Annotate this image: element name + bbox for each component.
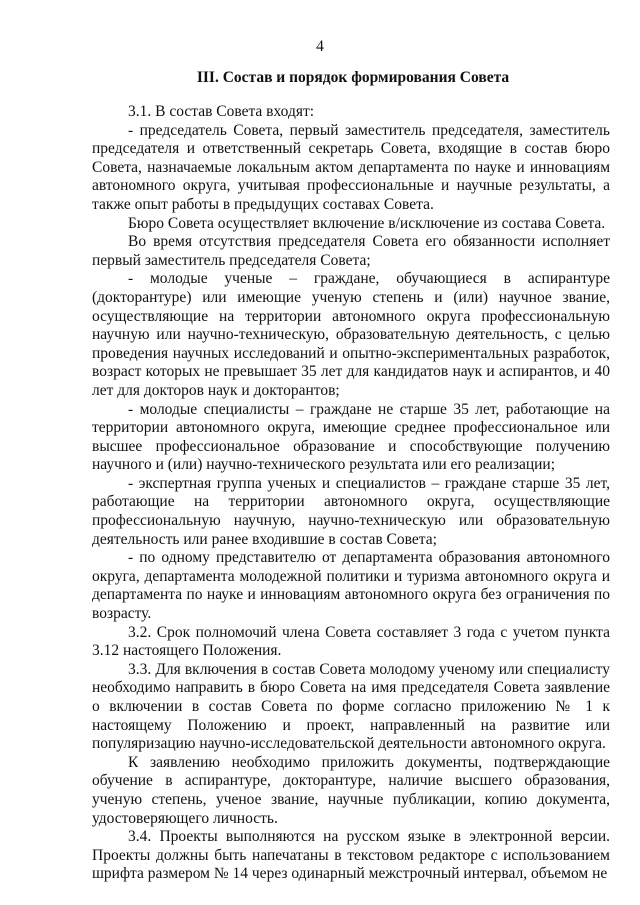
paragraph-bureau-rights: Бюро Совета осуществляет включение в/исключение из состава Совета.: [128, 214, 606, 232]
paragraph-young-specialists: - молодые специалисты – граждане не старше 35 лет, работающие на территории автономного округа, имеющие среднее профессиональное или высшее профессиональное образование и способствующие получению научного и (или) научно-технического результата или его реализации;: [92, 400, 610, 474]
paragraph-attachments: К заявлению необходимо приложить документы, подтверждающие обучение в аспирантуре, докторантуре, наличие высшего образования, ученую степень, ученое звание, научные публикации, копию документа, удостоверяющего личность.: [92, 753, 610, 827]
paragraph-3-4: 3.4. Проекты выполняются на русском языке в электронной версии. Проекты должны быть напечатаны в текстовом редакторе с использованием шрифта размером № 14 через одинарный межстрочный интервал, объемом не: [92, 828, 610, 883]
page-number: 4: [316, 38, 324, 55]
paragraph-3-3: 3.3. Для включения в состав Совета молодому ученому или специалисту необходимо направить в бюро Совета на имя председателя Совета заявление о включении в состав Совета по форме согласно приложению № 1 к настоящему Положению и проект, направленный на развитие или популяризацию научно-исследовательской деятельности автономного округа.: [92, 660, 610, 753]
paragraph-department-representatives: - по одному представителю от департамента образования автономного округа, департамента молодежной политики и туризма автономного округа и департамента по науке и инновациям автономного округа без ограничения по возрасту.: [92, 549, 610, 623]
section-body: [92, 103, 610, 884]
paragraph-3-2: 3.2. Срок полномочий члена Совета составляет 3 года с учетом пункта 3.12 настоящего Положения.: [92, 623, 610, 660]
paragraph-bureau-members: - председатель Совета, первый заместитель председателя, заместитель председателя и ответственный секретарь Совета, входящие в состав бюро Совета, назначаемые локальным актом департамента по науке и инновациям автономного округа, учитывая профессиональные и научные результаты, а также опыт работы в предыдущих составах Совета.: [92, 121, 610, 213]
paragraph-expert-group: - экспертная группа ученых и специалистов – граждане старше 35 лет, работающие на территории автономного округа, осуществляющие профессиональную научную, научно-техническую или образовательную деятельность или ранее входившие в состав Совета;: [92, 474, 610, 548]
section-heading: III. Состав и порядок формирования Совета: [196, 69, 510, 86]
paragraph-deputy: Во время отсутствия председателя Совета его обязанности исполняет первый заместитель председателя Совета;: [92, 233, 610, 269]
paragraph-3-1: 3.1. В состав Совета входят:: [128, 103, 315, 120]
paragraph-young-scientists: - молодые ученые – граждане, обучающиеся в аспирантуре (докторантуре) или имеющие ученую степень и (или) научное звание, осуществляющие на территории автономного округа профессиональную научную или научно-техническую, образовательную деятельность, с целью проведения научных исследований и опытно-экспериментальных разработок, возраст которых не превышает 35 лет для кандидатов наук и аспирантов, и 40 лет для докторов наук и докторантов;: [92, 270, 610, 399]
